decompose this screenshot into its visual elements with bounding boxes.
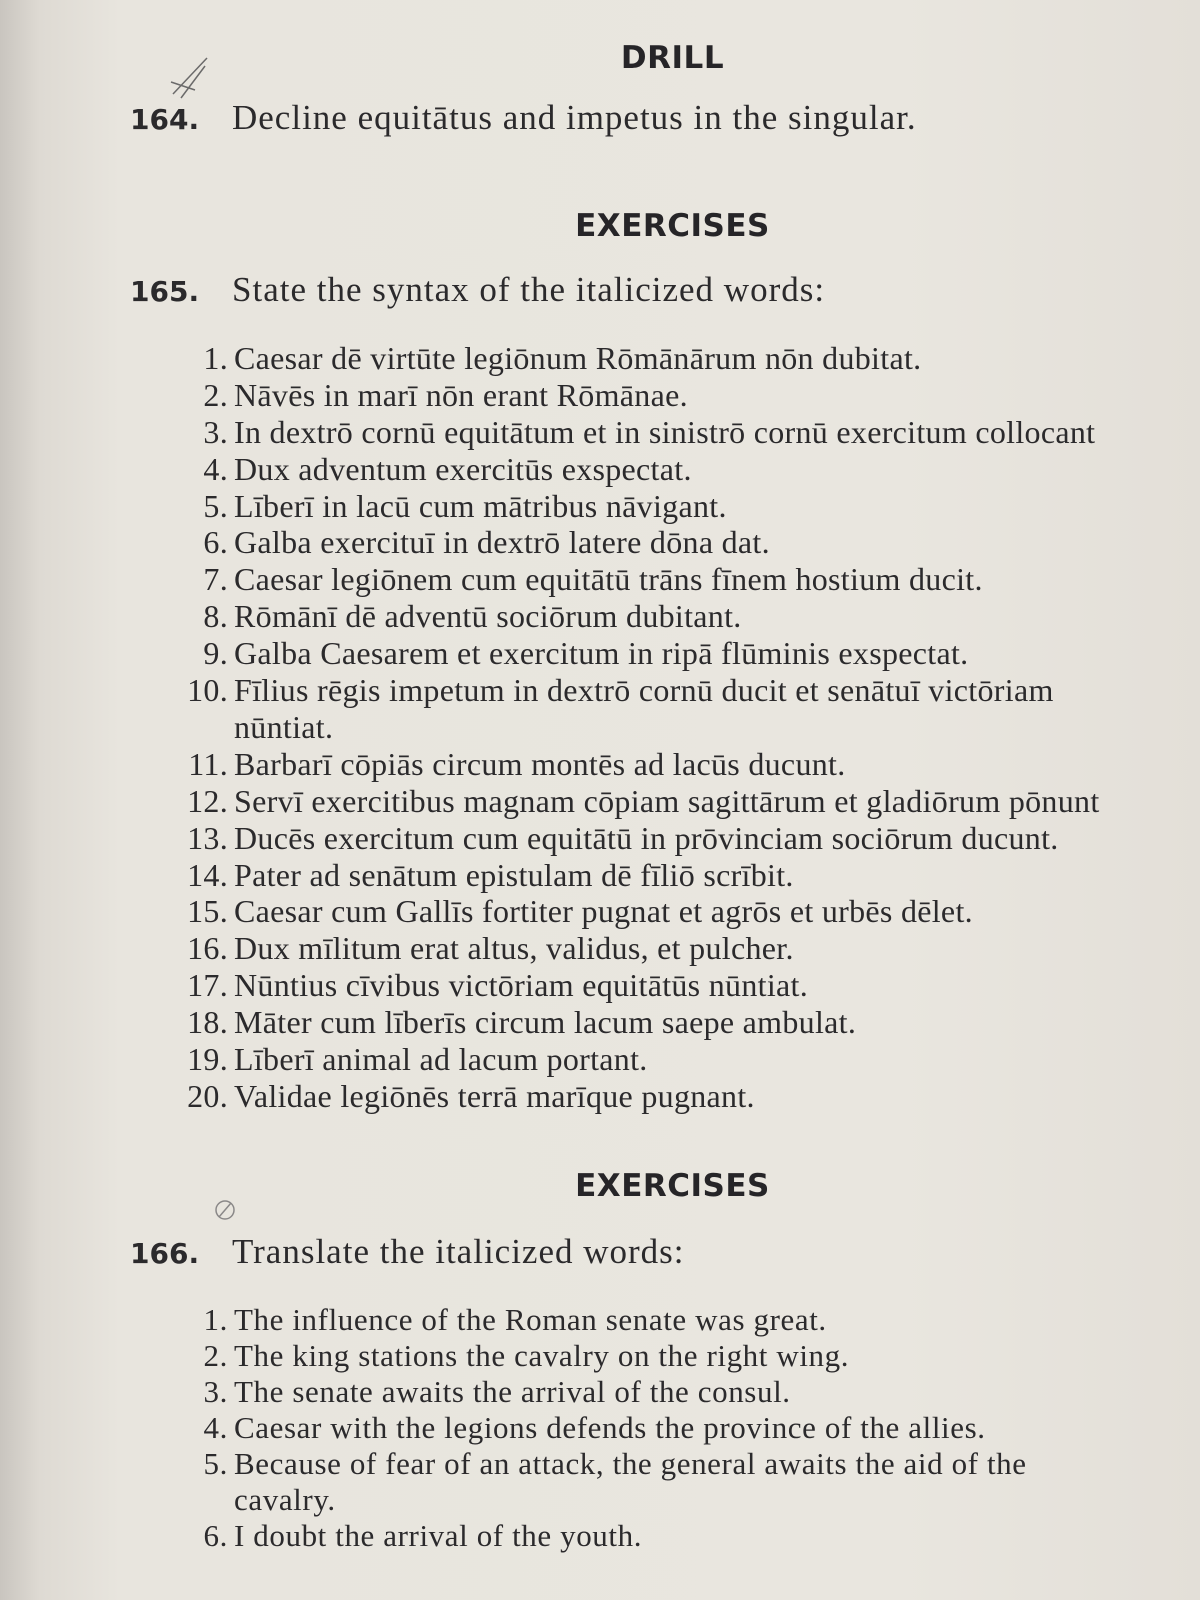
item-number: 9. (203, 635, 228, 672)
list-item (160, 1446, 1200, 1518)
list-item (160, 857, 1200, 894)
item-text: Caesar cum Gallīs fortiter pugnat et agrōs et urbēs dēlet. (234, 893, 973, 930)
item-number: 17. (187, 967, 228, 1004)
list-item (160, 1041, 1200, 1078)
item-text-continuation: nūntiat. (234, 708, 334, 745)
exercise-165-paragraph (130, 270, 825, 310)
list-item (160, 1518, 1200, 1554)
list-item (160, 488, 1200, 525)
paragraph-number: 166. (130, 1237, 200, 1270)
list-item (160, 414, 1200, 451)
item-number: 18. (187, 1004, 228, 1041)
exercises-heading: EXERCISES (575, 208, 770, 244)
list-item (160, 524, 1200, 561)
paragraph-text: State the syntax of the italicized words: (232, 270, 826, 309)
item-number: 6. (203, 1518, 228, 1553)
item-text: Galba exercituī in dextrō latere dōna dat. (234, 524, 770, 561)
list-item (160, 746, 1200, 783)
item-text: Caesar with the legions defends the province of the allies. (234, 1410, 986, 1445)
exercises-heading-2: EXERCISES (575, 1168, 770, 1204)
list-item (160, 1410, 1200, 1446)
item-text: Dux adventum exercitūs exspectat. (234, 450, 692, 487)
paragraph-text: Decline equitātus and impetus in the singular. (232, 98, 917, 137)
list-item (160, 672, 1200, 746)
item-number: 15. (187, 893, 228, 930)
item-text: Līberī in lacū cum mātribus nāvigant. (234, 487, 727, 524)
item-text: The influence of the Roman senate was great. (234, 1302, 827, 1337)
item-text: Barbarī cōpiās circum montēs ad lacūs ducunt. (234, 745, 846, 782)
item-text: Caesar legiōnem cum equitātū trāns fīnem hostium ducit. (234, 561, 983, 598)
item-number: 1. (203, 1302, 228, 1337)
list-item (160, 1338, 1200, 1374)
item-number: 12. (187, 782, 228, 819)
item-text: The king stations the cavalry on the right wing. (234, 1338, 850, 1373)
list-item (160, 930, 1200, 967)
item-text: Because of fear of an attack, the general awaits the aid of the (234, 1446, 1027, 1481)
item-text: Pater ad senātum epistulam dē fīliō scrībit. (234, 856, 794, 893)
item-number: 10. (187, 672, 228, 709)
item-text: In dextrō cornū equitātum et in sinistrō cornū exercitum collocant (234, 413, 1096, 450)
item-text: The senate awaits the arrival of the consul. (234, 1374, 791, 1409)
drill-paragraph (130, 98, 917, 138)
item-text: Fīlius rēgis impetum in dextrō cornū ducit et senātuī victōriam (234, 672, 1054, 709)
list-item (160, 340, 1200, 377)
list-item (160, 1302, 1200, 1338)
exercise-165-list (160, 340, 1200, 1115)
drill-heading: DRILL (620, 40, 725, 76)
item-text: Nāvēs in marī nōn erant Rōmānae. (234, 376, 688, 413)
list-item (160, 598, 1200, 635)
item-number: 3. (203, 1374, 228, 1409)
exercise-166-list (160, 1302, 1200, 1554)
list-item (160, 783, 1200, 820)
list-item (160, 820, 1200, 857)
list-item (160, 1374, 1200, 1410)
list-item (160, 377, 1200, 414)
item-text: Caesar dē virtūte legiōnum Rōmānārum nōn dubitat. (234, 340, 922, 376)
item-number: 20. (187, 1077, 228, 1114)
exercise-166-paragraph (130, 1232, 685, 1272)
item-text: Validae legiōnēs terrā marīque pugnant. (234, 1077, 755, 1114)
item-text: Nūntius cīvibus victōriam equitātūs nūntiat. (234, 967, 809, 1004)
item-number: 4. (203, 450, 228, 487)
item-number: 2. (203, 376, 228, 413)
list-item (160, 1078, 1200, 1115)
list-item (160, 1004, 1200, 1041)
item-number: 14. (187, 856, 228, 893)
item-text: Galba Caesarem et exercitum in ripā flūminis exspectat. (234, 635, 969, 672)
item-number: 1. (203, 340, 228, 376)
list-item (160, 451, 1200, 488)
item-number: 7. (203, 561, 228, 598)
item-text: Servī exercitibus magnam cōpiam sagittārum et gladiōrum pōnunt (234, 782, 1100, 819)
item-text: Ducēs exercitum cum equitātū in prōvinciam sociōrum ducunt. (234, 819, 1059, 856)
item-number: 5. (203, 487, 228, 524)
item-number: 5. (203, 1446, 228, 1481)
paragraph-text: Translate the italicized words: (232, 1232, 685, 1271)
list-item (160, 561, 1200, 598)
item-number: 3. (203, 413, 228, 450)
item-number: 2. (203, 1338, 228, 1373)
item-text: I doubt the arrival of the youth. (234, 1518, 643, 1553)
list-item (160, 893, 1200, 930)
list-item (160, 635, 1200, 672)
item-text: Dux mīlitum erat altus, validus, et pulcher. (234, 930, 794, 967)
item-number: 11. (188, 745, 228, 782)
item-number: 6. (203, 524, 228, 561)
item-text: Māter cum līberīs circum lacum saepe ambulat. (234, 1004, 857, 1041)
item-number: 13. (187, 819, 228, 856)
paragraph-number: 164. (130, 103, 200, 136)
item-number: 4. (203, 1410, 228, 1445)
list-item (160, 967, 1200, 1004)
item-number: 19. (187, 1040, 228, 1077)
item-number: 8. (203, 598, 228, 635)
item-text: Rōmānī dē adventū sociōrum dubitant. (234, 598, 742, 635)
item-text-continuation: cavalry. (234, 1482, 336, 1517)
item-text: Līberī animal ad lacum portant. (234, 1040, 648, 1077)
item-number: 16. (187, 930, 228, 967)
paragraph-number: 165. (130, 275, 200, 308)
